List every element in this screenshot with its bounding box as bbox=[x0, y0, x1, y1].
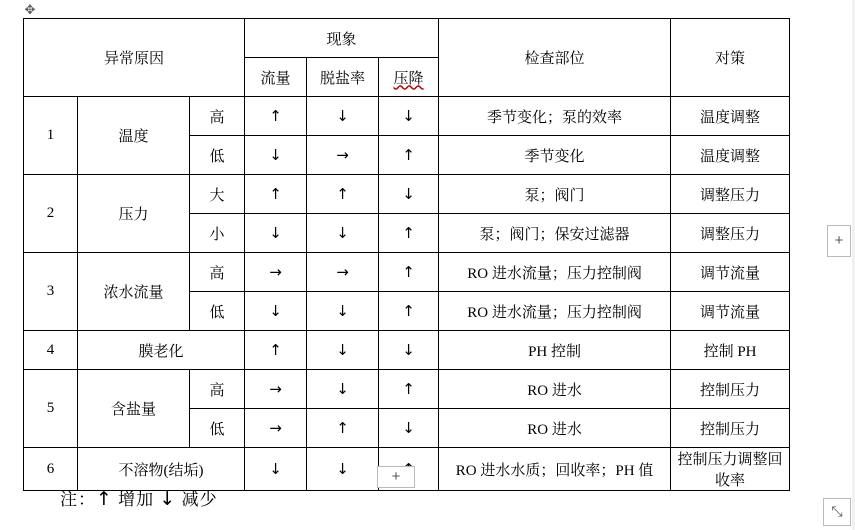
row-index: 1 bbox=[24, 97, 78, 175]
table-row bbox=[24, 175, 790, 214]
cell-drop-arrow: ↑ bbox=[379, 292, 439, 331]
cell-drop-arrow: ↑ bbox=[379, 253, 439, 292]
cell-action: 控制 PH bbox=[671, 331, 790, 370]
cell-action: 控制压力调整回收率 bbox=[671, 448, 790, 491]
header-flow: 流量 bbox=[245, 58, 307, 97]
header-pressure-drop: 压降 bbox=[379, 58, 439, 97]
cell-flow-arrow: ↓ bbox=[245, 136, 307, 175]
table-row bbox=[24, 253, 790, 292]
header-cause: 异常原因 bbox=[24, 19, 245, 97]
cell-check-point: PH 控制 bbox=[439, 331, 671, 370]
cell-action: 控制压力 bbox=[671, 409, 790, 448]
add-column-button[interactable]: + bbox=[827, 225, 851, 257]
cell-desalt-arrow: ↓ bbox=[307, 448, 379, 491]
cell-flow-arrow: ↓ bbox=[245, 448, 307, 491]
row-cause: 温度 bbox=[78, 97, 190, 175]
header-action: 对策 bbox=[671, 19, 790, 97]
row-index: 5 bbox=[24, 370, 78, 448]
down-arrow-icon: ↓ bbox=[159, 488, 177, 510]
cell-action: 调整压力 bbox=[671, 175, 790, 214]
cell-check-point: RO 进水流量；压力控制阀 bbox=[439, 292, 671, 331]
cell-drop-arrow: ↑ bbox=[379, 370, 439, 409]
cell-desalt-arrow: ↓ bbox=[307, 97, 379, 136]
cell-check-point: RO 进水 bbox=[439, 409, 671, 448]
cell-check-point: 泵；阀门；保安过滤器 bbox=[439, 214, 671, 253]
cell-flow-arrow: → bbox=[245, 409, 307, 448]
legend-note bbox=[60, 485, 218, 510]
row-cause: 压力 bbox=[78, 175, 190, 253]
cell-desalt-arrow: → bbox=[307, 136, 379, 175]
row-condition: 低 bbox=[190, 136, 245, 175]
cell-drop-arrow: ↓ bbox=[379, 331, 439, 370]
cell-desalt-arrow: ↓ bbox=[307, 370, 379, 409]
header-phenomenon: 现象 bbox=[245, 19, 439, 58]
row-condition: 小 bbox=[190, 214, 245, 253]
resize-handle-icon[interactable]: ⤡ bbox=[823, 498, 851, 526]
cell-desalt-arrow: ↓ bbox=[307, 214, 379, 253]
cell-drop-arrow: ↑ bbox=[379, 136, 439, 175]
cell-flow-arrow: → bbox=[245, 253, 307, 292]
row-cause: 浓水流量 bbox=[78, 253, 190, 331]
cell-action: 温度调整 bbox=[671, 136, 790, 175]
cell-flow-arrow: ↑ bbox=[245, 97, 307, 136]
cell-drop-arrow: ↓ bbox=[379, 97, 439, 136]
cell-check-point: RO 进水水质；回收率；PH 值 bbox=[439, 448, 671, 491]
table-header-row-1 bbox=[24, 19, 790, 58]
row-condition: 大 bbox=[190, 175, 245, 214]
cell-drop-arrow: ↓ bbox=[379, 175, 439, 214]
cell-desalt-arrow: → bbox=[307, 253, 379, 292]
add-row-button[interactable]: + bbox=[377, 466, 415, 488]
table-row bbox=[24, 370, 790, 409]
row-index: 6 bbox=[24, 448, 78, 491]
cell-check-point: 季节变化 bbox=[439, 136, 671, 175]
cell-check-point: 季节变化；泵的效率 bbox=[439, 97, 671, 136]
cell-action: 控制压力 bbox=[671, 370, 790, 409]
cell-action: 调整压力 bbox=[671, 214, 790, 253]
row-cause: 膜老化 bbox=[78, 331, 245, 370]
cell-flow-arrow: ↓ bbox=[245, 214, 307, 253]
cell-action: 调节流量 bbox=[671, 253, 790, 292]
row-condition: 高 bbox=[190, 97, 245, 136]
table-row bbox=[24, 331, 790, 370]
abnormality-cause-table bbox=[23, 18, 790, 491]
cell-desalt-arrow: ↓ bbox=[307, 331, 379, 370]
legend-label: 注： bbox=[60, 490, 96, 509]
row-cause: 含盐量 bbox=[78, 370, 190, 448]
up-arrow-icon: ↑ bbox=[96, 488, 113, 510]
row-cause: 不溶物(结垢) bbox=[78, 448, 245, 491]
cell-action: 调节流量 bbox=[671, 292, 790, 331]
row-index: 2 bbox=[24, 175, 78, 253]
cell-drop-arrow: ↑ bbox=[379, 214, 439, 253]
cell-action: 温度调整 bbox=[671, 97, 790, 136]
table-row bbox=[24, 97, 790, 136]
cell-flow-arrow: ↑ bbox=[245, 175, 307, 214]
cell-check-point: RO 进水流量；压力控制阀 bbox=[439, 253, 671, 292]
cell-flow-arrow: → bbox=[245, 370, 307, 409]
cell-check-point: RO 进水 bbox=[439, 370, 671, 409]
row-condition: 低 bbox=[190, 292, 245, 331]
cell-desalt-arrow: ↓ bbox=[307, 292, 379, 331]
move-handle-icon[interactable]: ✥ bbox=[24, 2, 36, 17]
cell-desalt-arrow: ↑ bbox=[307, 175, 379, 214]
row-condition: 低 bbox=[190, 409, 245, 448]
cell-flow-arrow: ↓ bbox=[245, 292, 307, 331]
row-condition: 高 bbox=[190, 370, 245, 409]
cell-flow-arrow: ↑ bbox=[245, 331, 307, 370]
cell-desalt-arrow: ↑ bbox=[307, 409, 379, 448]
row-condition: 高 bbox=[190, 253, 245, 292]
row-index: 3 bbox=[24, 253, 78, 331]
legend-decrease-text: 减少 bbox=[181, 490, 218, 509]
row-index: 4 bbox=[24, 331, 78, 370]
header-check-point: 检查部位 bbox=[439, 19, 671, 97]
legend-increase-text: 增加 bbox=[118, 490, 155, 509]
header-desalination-rate: 脱盐率 bbox=[307, 58, 379, 97]
cell-check-point: 泵；阀门 bbox=[439, 175, 671, 214]
cell-drop-arrow: ↓ bbox=[379, 409, 439, 448]
